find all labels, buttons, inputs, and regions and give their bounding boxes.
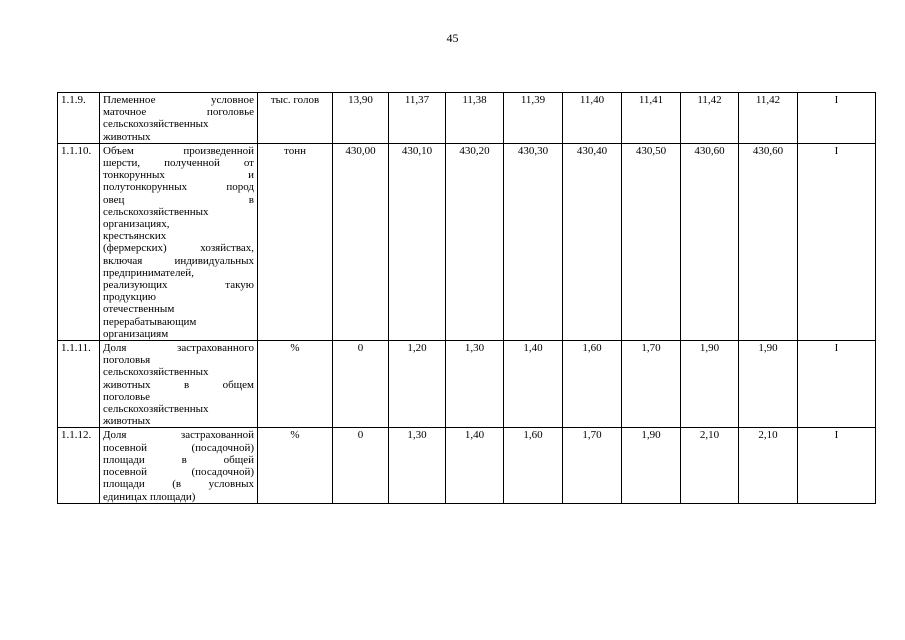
- source-cell: I: [798, 93, 876, 144]
- table-row: [58, 143, 876, 340]
- value-cell: 430,50: [622, 143, 681, 340]
- indicator-name-line: отечественным: [103, 303, 175, 316]
- indicator-name: [100, 341, 258, 428]
- value-cell: 1,90: [681, 341, 739, 428]
- source-cell: I: [798, 143, 876, 340]
- indicator-name-line: Объем произведенной: [103, 144, 254, 157]
- indicator-name-line: шерсти, полученной от: [103, 157, 254, 170]
- value-cell: 11,38: [446, 93, 504, 144]
- indicator-name: [100, 428, 258, 503]
- indicator-name-line: поголовье: [103, 390, 151, 403]
- value-cell: 11,41: [622, 93, 681, 144]
- indicator-name-line: Доля застрахованной: [103, 429, 254, 442]
- indicator-name-line: животных: [103, 415, 151, 428]
- value-cell: 0: [333, 341, 389, 428]
- row-code: 1.1.10.: [58, 143, 100, 340]
- indicator-name: [100, 143, 258, 340]
- unit-cell: %: [258, 428, 333, 503]
- indicator-name-line: перерабатывающим: [103, 315, 197, 328]
- indicator-name-line: крестьянских: [103, 230, 167, 243]
- value-cell: 1,60: [504, 428, 563, 503]
- indicator-name-line: реализующих такую: [103, 279, 254, 292]
- value-cell: 1,40: [504, 341, 563, 428]
- value-cell: 1,60: [563, 341, 622, 428]
- value-cell: 1,70: [622, 341, 681, 428]
- value-cell: 11,37: [389, 93, 446, 144]
- indicator-name-line: Доля застрахованного: [103, 342, 254, 355]
- indicator-name-line: сельскохозяйственных: [103, 205, 209, 218]
- indicator-name-line: посевной (посадочной): [103, 441, 254, 454]
- indicator-name: [100, 93, 258, 144]
- indicator-name-line: организациях,: [103, 218, 170, 231]
- row-code: 1.1.11.: [58, 341, 100, 428]
- indicator-name-line: сельскохозяйственных: [103, 403, 209, 416]
- indicator-name-line: организациям: [103, 327, 169, 340]
- indicator-name-line: площади (в условных: [103, 478, 254, 491]
- indicator-name-line: маточное поголовье: [103, 106, 254, 119]
- indicator-name-line: включая индивидуальных: [103, 254, 254, 267]
- table-body: [58, 93, 876, 504]
- value-cell: 1,40: [446, 428, 504, 503]
- source-cell: I: [798, 428, 876, 503]
- value-cell: 430,60: [739, 143, 798, 340]
- value-cell: 1,90: [622, 428, 681, 503]
- table-row: [58, 428, 876, 503]
- table-row: [58, 93, 876, 144]
- row-code: 1.1.12.: [58, 428, 100, 503]
- indicator-name-line: тонкорунных и: [103, 169, 254, 182]
- value-cell: 11,39: [504, 93, 563, 144]
- indicator-name-line: сельскохозяйственных: [103, 118, 209, 131]
- value-cell: 2,10: [739, 428, 798, 503]
- value-cell: 11,40: [563, 93, 622, 144]
- indicators-table: [57, 92, 876, 504]
- value-cell: 1,30: [389, 428, 446, 503]
- table-row: [58, 341, 876, 428]
- indicator-name-line: (фермерских) хозяйствах,: [103, 242, 254, 255]
- value-cell: 430,10: [389, 143, 446, 340]
- row-code: 1.1.9.: [58, 93, 100, 144]
- indicator-name-line: полутонкорунных пород: [103, 181, 254, 194]
- indicator-name-line: посевной (посадочной): [103, 466, 254, 479]
- indicator-name-line: единицах площади): [103, 490, 196, 503]
- value-cell: 13,90: [333, 93, 389, 144]
- value-cell: 11,42: [739, 93, 798, 144]
- indicator-name-line: площади в общей: [103, 453, 254, 466]
- indicator-name-line: сельскохозяйственных: [103, 366, 209, 379]
- value-cell: 2,10: [681, 428, 739, 503]
- value-cell: 430,30: [504, 143, 563, 340]
- page-number: 45: [446, 31, 459, 45]
- value-cell: 0: [333, 428, 389, 503]
- value-cell: 1,70: [563, 428, 622, 503]
- value-cell: 430,20: [446, 143, 504, 340]
- indicator-name-line: Племенное условное: [103, 94, 254, 106]
- unit-cell: %: [258, 341, 333, 428]
- indicator-name-line: поголовья: [103, 354, 151, 367]
- source-cell: I: [798, 341, 876, 428]
- indicator-name-line: животных в общем: [103, 378, 254, 391]
- value-cell: 430,60: [681, 143, 739, 340]
- value-cell: 1,20: [389, 341, 446, 428]
- value-cell: 1,90: [739, 341, 798, 428]
- indicator-name-line: животных: [103, 130, 151, 143]
- value-cell: 430,00: [333, 143, 389, 340]
- indicator-name-line: овец в: [103, 193, 254, 206]
- value-cell: 11,42: [681, 93, 739, 144]
- unit-cell: тонн: [258, 143, 333, 340]
- value-cell: 430,40: [563, 143, 622, 340]
- value-cell: 1,30: [446, 341, 504, 428]
- indicator-name-line: продукцию: [103, 291, 157, 304]
- unit-cell: тыс. голов: [258, 93, 333, 144]
- indicator-name-line: предпринимателей,: [103, 266, 194, 279]
